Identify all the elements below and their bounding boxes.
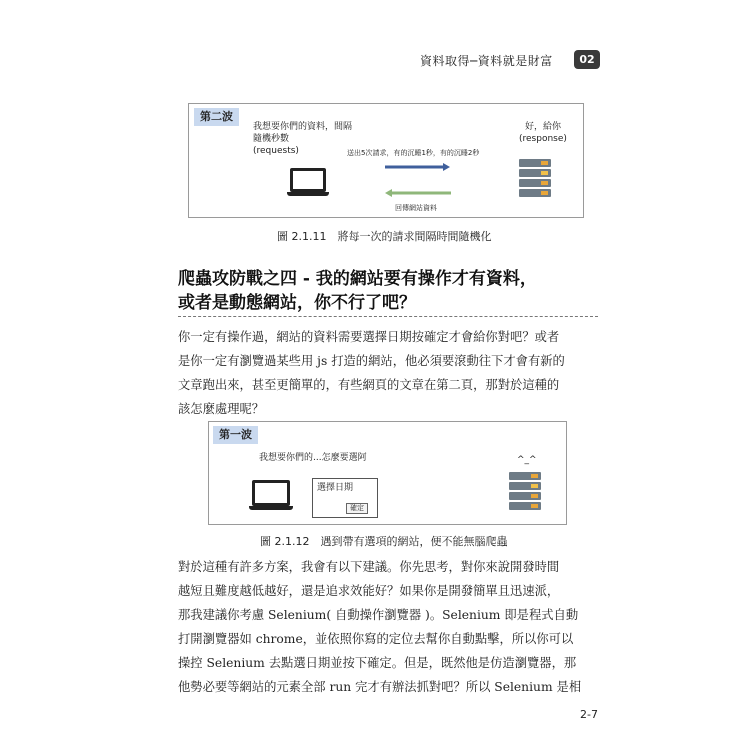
confirm-button[interactable]: 確定: [346, 503, 368, 514]
server-icon: [509, 472, 541, 512]
client-speech: 我想要你們的資料，間隔 隨機秒數 (requests): [253, 122, 353, 156]
dialog-title: 選擇日期: [317, 483, 354, 493]
laptop-icon: [249, 480, 293, 510]
running-header-title: 資料取得─資料就是財富: [420, 54, 553, 68]
figure-caption-1: 圖 2.1.11 將每一次的請求間隔時間隨機化: [277, 230, 492, 243]
page-number: 2-7: [580, 708, 598, 721]
figure-2-1-11: [188, 103, 584, 218]
section-divider: [178, 316, 598, 317]
request-arrow: [385, 162, 451, 172]
wave-label: 第二波: [194, 108, 239, 126]
section-title-line2: 或者是動態網站，你不行了吧？: [178, 293, 416, 313]
chapter-badge: 02: [574, 50, 600, 69]
server-icon: [519, 159, 551, 199]
server-speech: 好，給你 (response): [519, 122, 567, 144]
paragraph-1: 你一定有操作過，網站的資料需要選擇日期按確定才會給你對吧？或者 是你一定有瀏覽過某些用 js 打造的網站，他必須要滾動往下才會有新的 文章跑出來，甚至更簡單的，有些網頁的文章在第二頁，那對於這種的 該怎麼處理呢？: [178, 330, 565, 416]
response-label: 回傳網站資料: [395, 204, 437, 212]
request-label: 送出5次請求，有的沉睡1秒，有的沉睡2秒: [347, 149, 480, 157]
paragraph-2: 對於這種有許多方案，我會有以下建議。你先思考，對你來說開發時間 越短且難度越低越好，還是追求效能好？如果你是開發簡單且迅速派， 那我建議你考慮 Selenium( 自動操作瀏覽器 )。Selenium 即是程式自動 打開瀏覽器如 chrome，並依照你寫的定位去幫你自動點擊，所以你可以 操控 Selenium 去點選日期並按下確定。但是，既然他是仿造瀏覽器，那 他勢必要等網站的元素全部 run 完才有辦法抓對吧？所以 Selenium 是相: [178, 560, 582, 694]
wave-label: 第一波: [213, 426, 258, 444]
date-dialog: [312, 478, 378, 518]
response-arrow: [385, 188, 451, 198]
server-face: ^_^: [517, 455, 537, 465]
laptop-icon: [287, 168, 329, 196]
client-speech: 我想要你們的...怎麼要選阿: [259, 453, 367, 463]
figure-caption-2: 圖 2.1.12 遇到帶有選項的網站，便不能無腦爬蟲: [260, 535, 508, 548]
figure-2-1-12: [208, 421, 567, 525]
section-title-line1: 爬蟲攻防戰之四 - 我的網站要有操作才有資料，: [178, 269, 537, 289]
